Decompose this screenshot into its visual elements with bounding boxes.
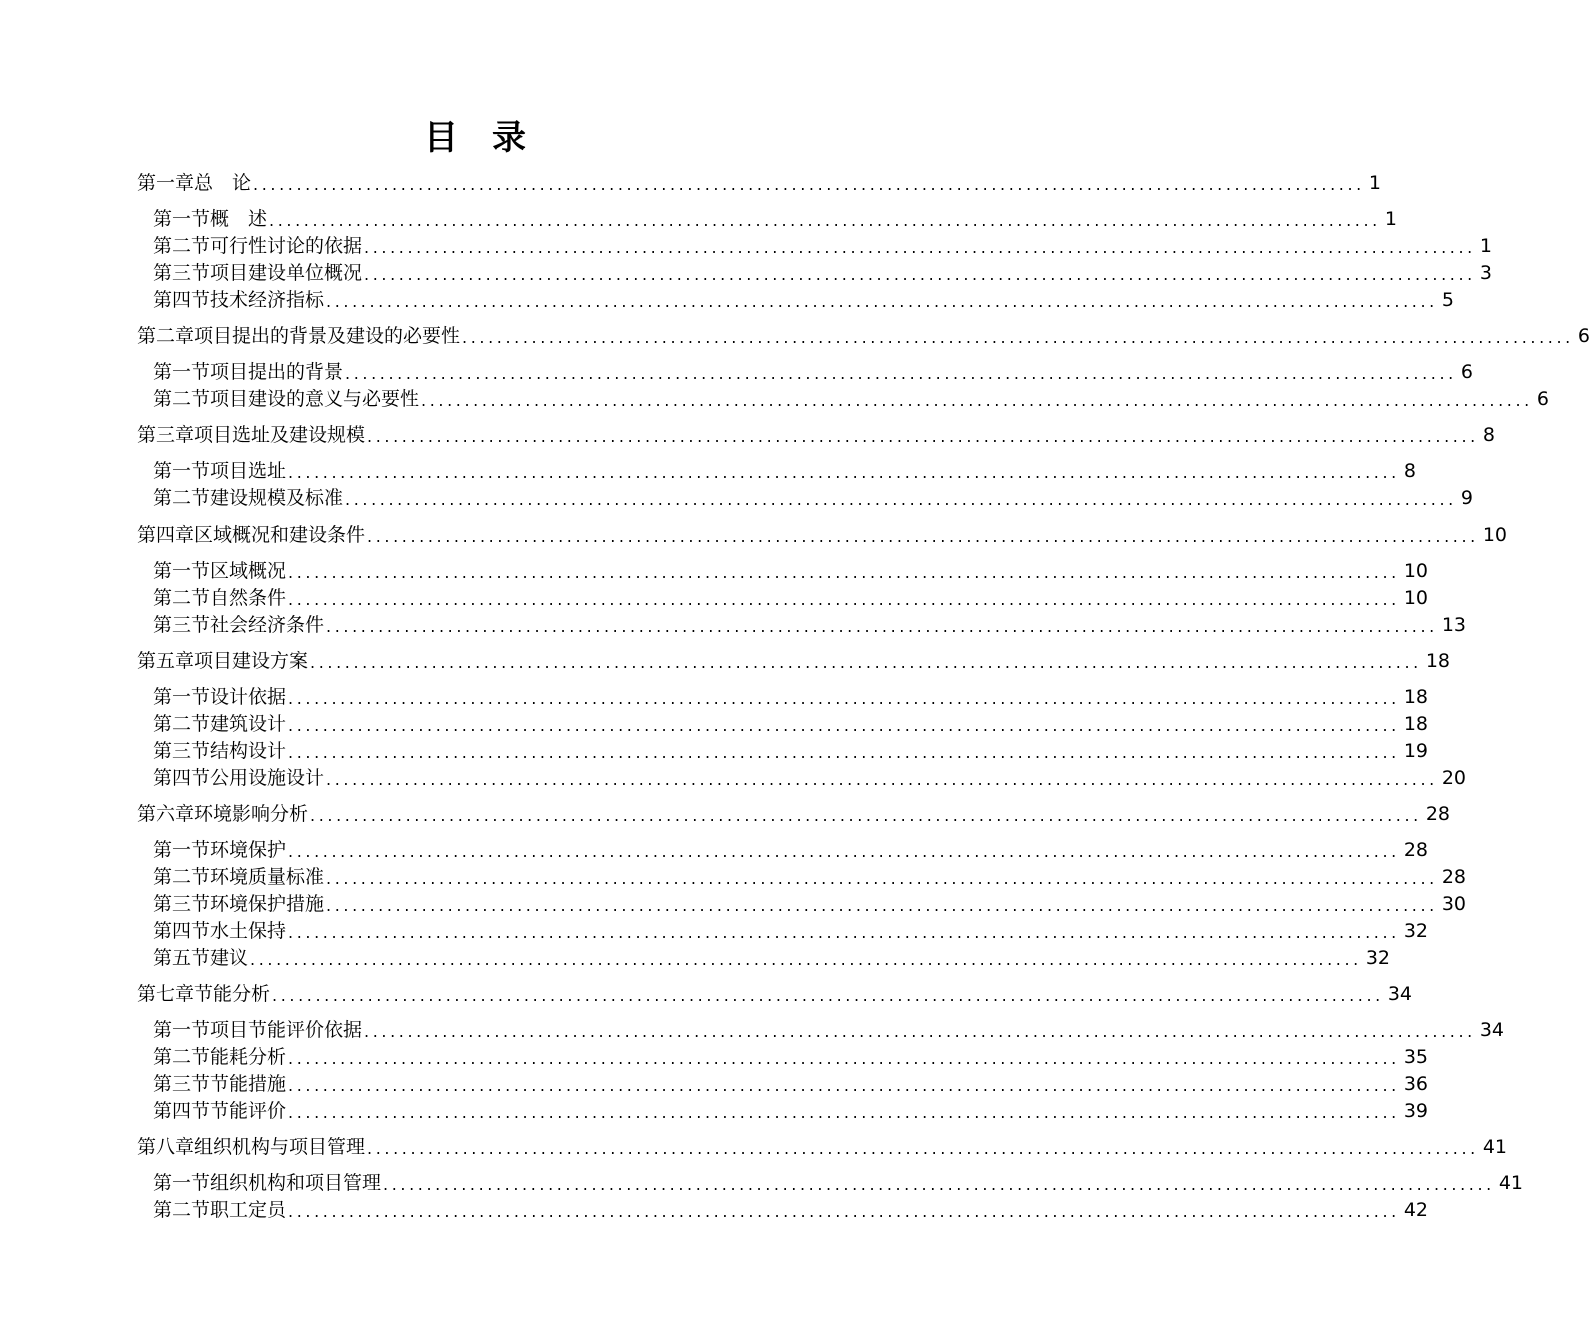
entry-title: 项目选址及建设规模 [194,424,366,446]
entry-number: 第一节 [153,460,211,482]
entry-page-number: 18 [1403,686,1429,708]
dot-leader: ................................................................................................................................ [288,842,1400,861]
entry-title: 环境影响分析 [194,803,309,825]
entry-page-number: 18 [1425,650,1451,672]
toc-title [0,112,950,164]
entry-page-number: 32 [1403,920,1429,942]
entry-title: 节能评价 [210,1100,287,1122]
entry-title: 项目建设方案 [194,650,309,672]
dot-leader: ................................................................................................................................ [421,391,1533,410]
entry-page-number: 10 [1482,524,1508,546]
entry-number: 第四章 [137,524,195,546]
toc-section-entry [153,1197,1429,1223]
entry-page-number: 30 [1441,893,1467,915]
entry-page-number: 20 [1441,767,1467,789]
entry-number: 第四节 [153,920,211,942]
entry-number: 第二节 [153,713,211,735]
toc-section-entry [153,918,1429,944]
dot-leader: ................................................................................................................................ [288,1202,1400,1221]
entry-number: 第三节 [153,1073,211,1095]
entry-title: 能耗分析 [210,1046,287,1068]
entry-number: 第四节 [153,289,211,311]
entry-title: 环境质量标准 [210,866,325,888]
entry-title: 职工定员 [210,1199,287,1221]
toc-section-entry [153,260,1492,286]
dot-leader: ................................................................................................................................ [288,1049,1400,1068]
entry-page-number: 1 [1368,172,1381,194]
entry-title: 节能措施 [210,1073,287,1095]
dot-leader: ................................................................................................................................ [288,716,1400,735]
entry-title: 结构设计 [210,740,287,762]
dot-leader: ................................................................................................................................ [367,427,1479,446]
dot-leader: ................................................................................................................................ [288,743,1400,762]
entry-title: 项目建设的意义与必要性 [210,388,420,410]
dot-leader: ................................................................................................................................ [310,653,1422,672]
dot-leader: ................................................................................................................................ [288,590,1400,609]
dot-leader: ................................................................................................................................ [288,563,1400,582]
entry-number: 第二节 [153,1199,211,1221]
entry-page-number: 10 [1403,587,1429,609]
entry-page-number: 28 [1441,866,1467,888]
toc-section-entry [153,711,1429,737]
entry-number: 第二节 [153,235,211,257]
dot-leader: ................................................................................................................................ [253,175,1365,194]
entry-title: 组织机构和项目管理 [210,1172,382,1194]
entry-title: 技术经济指标 [210,289,325,311]
entry-title: 项目提出的背景 [210,361,344,383]
toc-section-entry [153,485,1473,511]
entry-title: 可行性讨论的依据 [210,235,363,257]
entry-number: 第三章 [137,424,195,446]
entry-page-number: 8 [1482,424,1495,446]
toc-section-entry [153,837,1429,863]
dot-leader: ................................................................................................................................ [288,463,1400,482]
entry-title: 建筑设计 [210,713,287,735]
entry-number: 第一节 [153,839,211,861]
entry-number: 第二章 [137,325,195,347]
toc-section-entry [153,287,1454,313]
toc-title-left: 目 [424,118,458,158]
entry-page-number: 13 [1441,614,1467,636]
entry-number: 第七章 [137,983,195,1005]
entry-title: 社会经济条件 [210,614,325,636]
toc-chapter-entry [137,323,1590,349]
dot-leader: ................................................................................................................................ [269,211,1381,230]
toc-chapter-entry [137,1134,1508,1160]
dot-leader: ................................................................................................................................ [310,806,1422,825]
entry-title: 项目选址 [210,460,287,482]
entry-page-number: 36 [1403,1073,1429,1095]
entry-number: 第八章 [137,1136,195,1158]
dot-leader: ................................................................................................................................ [288,923,1400,942]
entry-number: 第四节 [153,767,211,789]
dot-leader: ................................................................................................................................ [326,770,1438,789]
entry-number: 第一节 [153,208,211,230]
entry-page-number: 34 [1387,983,1413,1005]
dot-leader: ................................................................................................................................ [364,265,1476,284]
entry-title: 自然条件 [210,587,287,609]
toc-section-entry [153,458,1416,484]
toc-section-entry [153,612,1467,638]
dot-leader: ................................................................................................................................ [383,1175,1495,1194]
entry-number: 第三节 [153,262,211,284]
entry-page-number: 5 [1441,289,1454,311]
dot-leader: ................................................................................................................................ [326,896,1438,915]
dot-leader: ................................................................................................................................ [250,950,1362,969]
dot-leader: ................................................................................................................................ [288,689,1400,708]
entry-number: 第二节 [153,487,211,509]
toc-section-entry [153,585,1429,611]
entry-title: 组织机构与项目管理 [194,1136,366,1158]
entry-page-number: 3 [1479,262,1492,284]
entry-number: 第五节 [153,947,211,969]
toc-chapter-entry [137,801,1451,827]
entry-page-number: 19 [1403,740,1429,762]
toc-section-entry [153,765,1467,791]
entry-page-number: 34 [1479,1019,1505,1041]
toc-section-entry [153,206,1397,232]
entry-title: 建议 [210,947,249,969]
entry-page-number: 41 [1498,1172,1524,1194]
entry-number: 第一节 [153,560,211,582]
entry-page-number: 42 [1403,1199,1429,1221]
entry-number: 第四节 [153,1100,211,1122]
toc-section-entry [153,386,1549,412]
entry-title: 项目提出的背景及建设的必要性 [194,325,461,347]
entry-page-number: 28 [1425,803,1451,825]
entry-page-number: 35 [1403,1046,1429,1068]
toc-title-right: 录 [492,118,526,158]
entry-page-number: 6 [1536,388,1549,410]
entry-number: 第三节 [153,893,211,915]
entry-page-number: 1 [1479,235,1492,257]
entry-page-number: 6 [1460,361,1473,383]
entry-page-number: 39 [1403,1100,1429,1122]
entry-number: 第一节 [153,1172,211,1194]
toc-section-entry [153,1170,1524,1196]
entry-title: 节能分析 [194,983,271,1005]
dot-leader: ................................................................................................................................ [345,490,1457,509]
dot-leader: ................................................................................................................................ [364,238,1476,257]
entry-number: 第二节 [153,866,211,888]
toc-section-entry [153,558,1429,584]
entry-page-number: 9 [1460,487,1473,509]
entry-title: 公用设施设计 [210,767,325,789]
entry-number: 第二节 [153,388,211,410]
entry-title: 环境保护 [210,839,287,861]
dot-leader: ................................................................................................................................ [288,1076,1400,1095]
toc-section-entry [153,891,1467,917]
entry-number: 第五章 [137,650,195,672]
dot-leader: ................................................................................................................................ [272,986,1384,1005]
dot-leader: ................................................................................................................................ [345,364,1457,383]
dot-leader: ................................................................................................................................ [367,1139,1479,1158]
entry-title: 区域概况和建设条件 [194,524,366,546]
entry-title: 设计依据 [210,686,287,708]
entry-page-number: 41 [1482,1136,1508,1158]
entry-title: 建设规模及标准 [210,487,344,509]
dot-leader: ................................................................................................................................ [326,869,1438,888]
dot-leader: ................................................................................................................................ [326,617,1438,636]
toc-section-entry [153,1098,1429,1124]
entry-page-number: 6 [1577,325,1590,347]
entry-number: 第一节 [153,1019,211,1041]
toc-section-entry [153,1044,1429,1070]
entry-number: 第一节 [153,361,211,383]
entry-title: 项目节能评价依据 [210,1019,363,1041]
toc-section-entry [153,1071,1429,1097]
entry-number: 第二节 [153,1046,211,1068]
toc-chapter-entry [137,170,1381,196]
entry-number: 第二节 [153,587,211,609]
toc-chapter-entry [137,648,1451,674]
toc-chapter-entry [137,981,1413,1007]
entry-title: 水土保持 [210,920,287,942]
toc-section-entry [153,738,1429,764]
toc-section-entry [153,864,1467,890]
entry-page-number: 1 [1384,208,1397,230]
entry-title: 概 述 [210,208,268,230]
entry-page-number: 32 [1365,947,1391,969]
dot-leader: ................................................................................................................................ [326,292,1438,311]
entry-number: 第六章 [137,803,195,825]
toc-chapter-entry [137,422,1495,448]
entry-page-number: 28 [1403,839,1429,861]
entry-title: 总 论 [194,172,252,194]
entry-title: 区域概况 [210,560,287,582]
entry-number: 第一章 [137,172,195,194]
entry-page-number: 8 [1403,460,1416,482]
toc-section-entry [153,684,1429,710]
entry-number: 第一节 [153,686,211,708]
entry-number: 第三节 [153,614,211,636]
dot-leader: ................................................................................................................................ [288,1103,1400,1122]
toc-section-entry [153,233,1492,259]
toc-section-entry [153,1017,1505,1043]
entry-page-number: 18 [1403,713,1429,735]
entry-title: 项目建设单位概况 [210,262,363,284]
dot-leader: ................................................................................................................................ [462,328,1574,347]
toc-section-entry [153,945,1391,971]
dot-leader: ................................................................................................................................ [367,527,1479,546]
entry-number: 第三节 [153,740,211,762]
toc-chapter-entry [137,522,1508,548]
entry-title: 环境保护措施 [210,893,325,915]
dot-leader: ................................................................................................................................ [364,1022,1476,1041]
entry-page-number: 10 [1403,560,1429,582]
toc-section-entry [153,359,1473,385]
